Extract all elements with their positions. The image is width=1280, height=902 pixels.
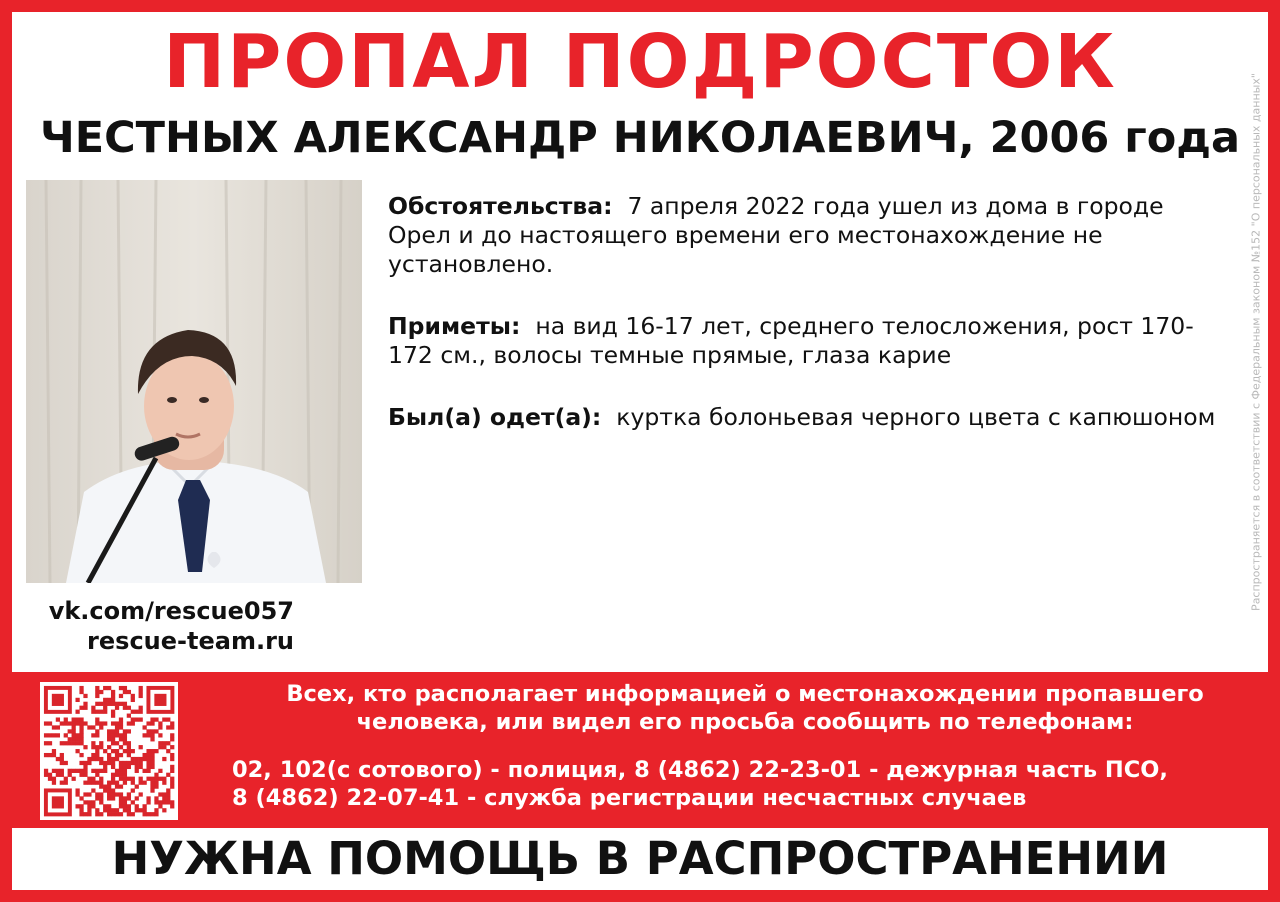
details-section bbox=[388, 192, 1228, 465]
appeal-text bbox=[212, 680, 1278, 736]
features-label: Приметы: bbox=[388, 312, 521, 340]
poster-panel bbox=[12, 12, 1268, 672]
vk-link[interactable]: vk.com/rescue057 bbox=[48, 597, 294, 625]
clothing-text: куртка болоньевая черного цвета с капюшоном bbox=[616, 403, 1216, 431]
legal-note-text: Распространяется в соответствии с Федеральным законом №152 "О персональных данных" bbox=[1249, 73, 1263, 611]
clothing-label: Был(а) одет(а): bbox=[388, 403, 602, 431]
features-paragraph bbox=[388, 312, 1228, 370]
circumstances-text: 7 апреля 2022 года ушел из дома в городе Орел и до настоящего времени его местонахождение не установлено. bbox=[388, 192, 1164, 278]
person-name: ЧЕСТНЫХ АЛЕКСАНДР НИКОЛАЕВИЧ, 2006 года bbox=[39, 113, 1241, 163]
features-text: на вид 16-17 лет, среднего телосложения, рост 170-172 см., волосы темные прямые, глаза карие bbox=[388, 312, 1194, 369]
missing-person-photo bbox=[26, 180, 362, 583]
headline: ПРОПАЛ ПОДРОСТОК bbox=[163, 19, 1117, 105]
circumstances-label: Обстоятельства: bbox=[388, 192, 613, 220]
contact-links bbox=[26, 596, 294, 656]
phones-line-1: 02, 102(с сотового) - полиция, 8 (4862) 22-23-01 - дежурная часть ПСО, bbox=[232, 757, 1168, 783]
clothing-paragraph bbox=[388, 403, 1228, 432]
qr-code[interactable] bbox=[40, 682, 178, 820]
phone-numbers bbox=[232, 756, 1272, 812]
site-link[interactable]: rescue-team.ru bbox=[87, 627, 294, 655]
appeal-line-2: человека, или видел его просьба сообщить по телефонам: bbox=[356, 709, 1134, 735]
footer-banner bbox=[12, 828, 1268, 890]
circumstances-paragraph bbox=[388, 192, 1228, 279]
legal-note bbox=[1246, 12, 1266, 672]
appeal-line-1: Всех, кто располагает информацией о местонахождении пропавшего bbox=[286, 681, 1204, 707]
footer-text: НУЖНА ПОМОЩЬ В РАСПРОСТРАНЕНИИ bbox=[111, 832, 1169, 885]
phones-line-2: 8 (4862) 22-07-41 - служба регистрации несчастных случаев bbox=[232, 785, 1027, 811]
